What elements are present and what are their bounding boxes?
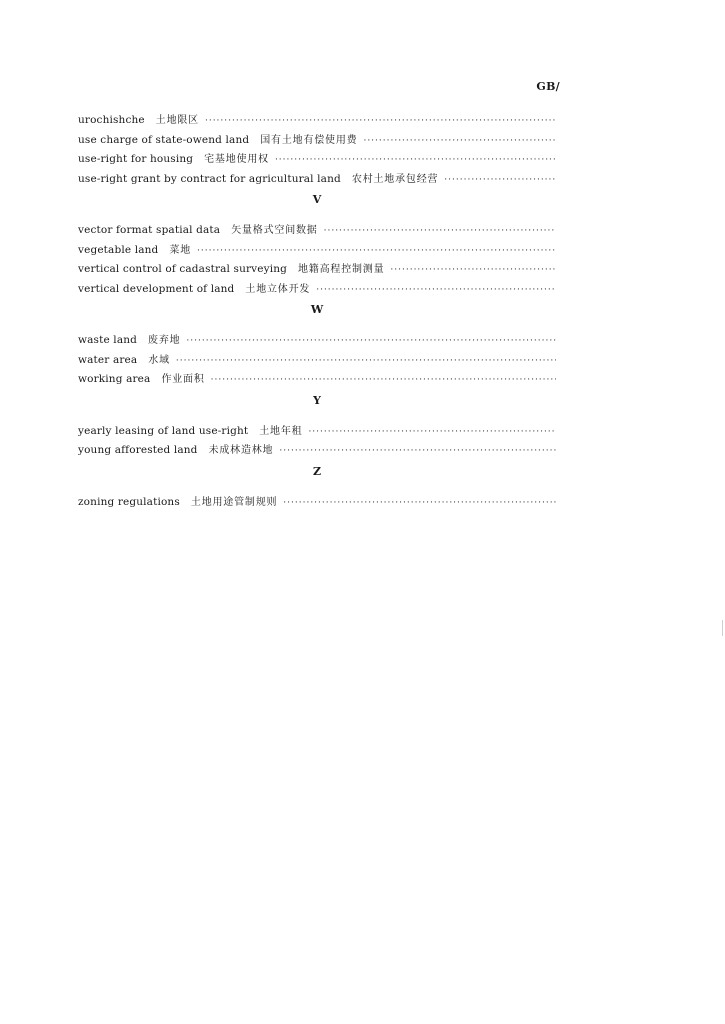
index-section-y: [78, 394, 556, 461]
dot-leader: [324, 222, 556, 241]
entry-chinese-term: 宅基地使用权: [204, 154, 269, 165]
dot-leader: [275, 151, 556, 170]
entry-chinese-term: 农村土地承包经营: [351, 173, 439, 185]
entry-chinese-term: 国有土地有偿使用费: [260, 134, 358, 146]
entry-term: working area: [78, 373, 151, 385]
entry-chinese-term: 废弃地: [148, 335, 181, 346]
entry-chinese-term: 土地年租: [259, 425, 303, 437]
index-entry: [78, 241, 556, 261]
entry-term: vegetable land: [78, 243, 159, 256]
entry-term: water area: [78, 353, 138, 366]
section-letter: V: [312, 193, 322, 206]
dot-leader: [205, 112, 556, 131]
index-entry: [78, 351, 556, 371]
section-letter: Z: [312, 464, 322, 478]
entry-chinese-term: 未成林造林地: [208, 445, 274, 456]
entry-term: use charge of state-owend land: [78, 133, 250, 146]
section-letter: Y: [313, 393, 321, 407]
dot-leader: [444, 171, 556, 190]
dot-leader: [279, 442, 556, 461]
dot-leader: [363, 132, 556, 151]
index-entry: [78, 131, 556, 151]
index-entry: [78, 260, 556, 280]
index-entry: [78, 111, 556, 131]
dot-leader: [176, 352, 556, 371]
entry-term: use-right grant by contract for agricultural land: [78, 172, 341, 185]
entry-term: vector format spatial data: [78, 224, 221, 236]
index-section-w: [78, 303, 556, 390]
index-entry: [78, 170, 556, 190]
entry-chinese-term: 土地限区: [155, 115, 199, 126]
index-entry: [78, 221, 556, 241]
entry-term: yearly leasing of land use-right: [78, 424, 249, 437]
entry-chinese-term: 水域: [148, 354, 170, 366]
dot-leader: [283, 494, 556, 513]
entry-chinese-term: 菜地: [169, 244, 192, 256]
index-entry: [78, 280, 556, 300]
entry-chinese-term: 作业面积: [161, 374, 205, 385]
dot-leader: [211, 371, 556, 390]
entry-term: use-right for housing: [78, 153, 194, 165]
entry-term: waste land: [78, 334, 138, 346]
entry-term: zoning regulations: [78, 495, 180, 508]
entry-chinese-term: 矢量格式空间数据: [231, 225, 318, 236]
entry-term: vertical control of cadastral surveying: [78, 263, 287, 275]
entry-chinese-term: 地籍高程控制测量: [298, 264, 385, 275]
index-section-v: [78, 193, 556, 299]
dot-leader: [308, 423, 556, 442]
entry-chinese-term: 土地立体开发: [245, 283, 311, 295]
dot-leader: [186, 332, 556, 351]
entry-term: vertical development of land: [78, 282, 235, 295]
index-entry: [78, 150, 556, 170]
index-entry: [78, 441, 556, 461]
standard-code: GB/: [536, 80, 560, 93]
section-letter: W: [310, 303, 324, 316]
index-section-z: [78, 465, 556, 513]
index-entry: [78, 370, 556, 390]
index-entry: [78, 422, 556, 442]
dot-leader: [316, 281, 556, 300]
entry-term: young afforested land: [78, 444, 198, 456]
term-index: [78, 111, 556, 512]
index-entry: [78, 493, 556, 513]
scan-edge-mark: [722, 620, 723, 636]
dot-leader: [197, 242, 556, 261]
dot-leader: [390, 261, 556, 280]
index-section-u: [78, 111, 556, 189]
entry-chinese-term: 土地用途管制规则: [190, 496, 278, 508]
entry-term: urochishche: [78, 114, 145, 126]
index-entry: [78, 331, 556, 351]
